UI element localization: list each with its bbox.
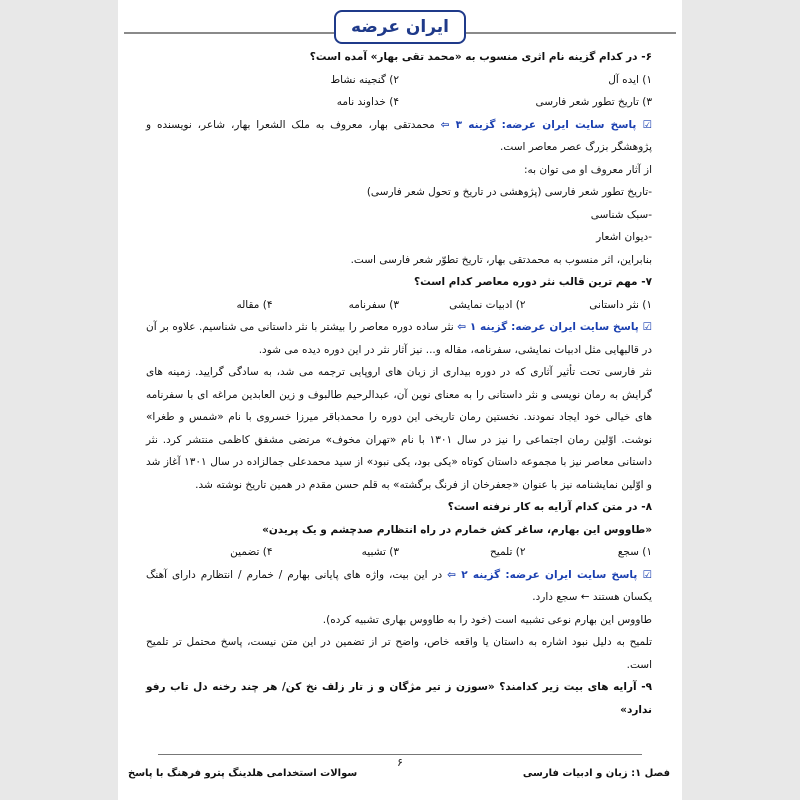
left-margin <box>0 0 118 800</box>
question-7: ۷- مهم ترین قالب نثر دوره معاصر کدام است؟ <box>414 276 652 288</box>
option-2: ۲) تلمیح <box>490 546 526 558</box>
answer-8 <box>146 564 652 609</box>
verse: «طاووس این بهارم، ساغر کش خمارم در راه انتظارم صدچشم و یک پریدن» <box>262 523 652 536</box>
answer-text: نثر ساده دوره معاصر را بیشتر با نثر داستانی می شناسیم. علاوه بر آن در قالبهایی مثل ادبیات نمایشی، سفرنامه، مقاله و... نیز آثار نثر در این دوره دیده می شود. <box>146 321 652 356</box>
page-number: ۶ <box>397 756 403 769</box>
question-6-options-row1 <box>146 69 652 92</box>
question-6: ۶- در کدام گزینه نام اثری منسوب به «محمد تقی بهار» آمده است؟ <box>309 51 652 63</box>
option-3: ۳) تشبیه <box>361 546 399 558</box>
answer-text: محمدتقی بهار، معروف به ملک الشعرا بهار، شاعر، نویسنده و پژوهشگر بزرگ عصر معاصر است. <box>146 118 652 153</box>
option-1: ۱) سجع <box>617 546 652 558</box>
checkbox-icon: ☑ <box>636 118 652 131</box>
answer-6 <box>146 114 652 159</box>
option-2: ۲) گنجینه نشاط <box>330 73 399 86</box>
answer-label: پاسخ سایت ایران عرضه: گزینه ۲ ⇦ <box>447 568 638 581</box>
checkbox-icon: ☑ <box>638 321 652 333</box>
option-2: ۲) ادبیات نمایشی <box>449 298 526 311</box>
footer-book-title: سوالات استخدامی هلدینگ پترو فرهنگ با پاسخ <box>128 768 358 779</box>
question-8-options <box>146 541 652 564</box>
option-4: ۴) خداوند نامه <box>336 96 399 108</box>
paragraph: -تاریخ تطور شعر فارسی (پژوهشی در تاریخ و تحول شعر فارسی) <box>366 186 652 198</box>
option-1: ۱) نثر داستانی <box>589 298 652 311</box>
option-1: ۱) ایده آل <box>608 73 652 86</box>
paragraph: تلمیح به دلیل نبود اشاره به داستان یا واقعه خاص، واضح تر از تضمین در این متن نیست، پاسخ محتمل تر تلمیح است. <box>146 636 652 671</box>
option-3: ۳) تاریخ تطور شعر فارسی <box>535 96 652 108</box>
paragraph: از آثار معروف او می توان به: <box>524 163 652 176</box>
footer-rule <box>158 754 642 755</box>
answer-label: پاسخ سایت ایران عرضه: گزینه ۱ ⇦ <box>457 321 639 333</box>
paragraph: نثر فارسی تحت تأثیر آثاری که در دوره بیداری از زبان های اروپایی ترجمه می شد، به سادگی گرایید. زمینه های گرایش به رمان نویسی و نثر داستانی را به معنای نوین آن، عبدالرحیم طالبوف و زین العابدین مراغه ای با سفرنامه های خیالی خود ایجاد نمودند. نخستین رمان تاریخی این دوره را محمدباقر میرزا خسروی با نام «شمس و طغرا» نوشت. اوّلین رمان اجتماعی را نیز در سال ۱۳۰۱ با نام «تهران مخوف» مرتضی مشفق کاظمی منتشر کرد. نثر داستانی معاصر نیز با مجموعه داستان کوتاه «یکی بود، یکی نبود» از سید محمدعلی جمالزاده در سال ۱۳۰۱ آغاز شد و اوّلین نمایشنامه نیز با عنوان «جعفرخان از فرنگ برگشته» به قلم حسن مقدم در همین تاریخ نوشته شد. <box>146 366 652 491</box>
paragraph: -سبک شناسی <box>590 208 652 221</box>
question-9: ۹- آرایه های بیت زیر کدامند؟ «سوزن ز تیر مژگان و ز تار زلف نخ کن/ هر چند رخنه دل تاب رفو ندارد» <box>146 681 652 716</box>
checkbox-icon: ☑ <box>637 568 652 581</box>
option-4: ۴) مقاله <box>236 298 273 311</box>
question-7-options <box>146 294 652 317</box>
right-margin <box>682 0 800 800</box>
paragraph: -دیوان اشعار <box>596 231 652 243</box>
question-8: ۸- در متن کدام آرایه به کار نرفته است؟ <box>447 501 652 513</box>
answer-label: پاسخ سایت ایران عرضه: گزینه ۳ ⇦ <box>440 118 637 131</box>
document-sheet <box>118 0 682 800</box>
answer-7 <box>146 316 652 361</box>
site-logo: ایران عرضه <box>334 10 466 44</box>
option-4: ۴) تضمین <box>230 546 273 558</box>
paragraph: طاووس این بهارم نوعی تشبیه است (خود را به طاووس بهاری تشبیه کرده). <box>322 613 652 626</box>
footer-chapter-title: فصل ۱: زبان و ادبیات فارسی <box>522 768 670 779</box>
option-3: ۳) سفرنامه <box>348 298 399 311</box>
paragraph: بنابراین، اثر منسوب به محمدتقی بهار، تاریخ تطوّر شعر فارسی است. <box>350 253 652 266</box>
answer-text: در این بیت، واژه های پایانی بهارم / خمارم / انتظارم دارای آهنگ یکسان هستند ← سجع دارد. <box>146 568 652 603</box>
question-6-options-row2 <box>146 91 652 114</box>
document-body <box>146 46 652 721</box>
